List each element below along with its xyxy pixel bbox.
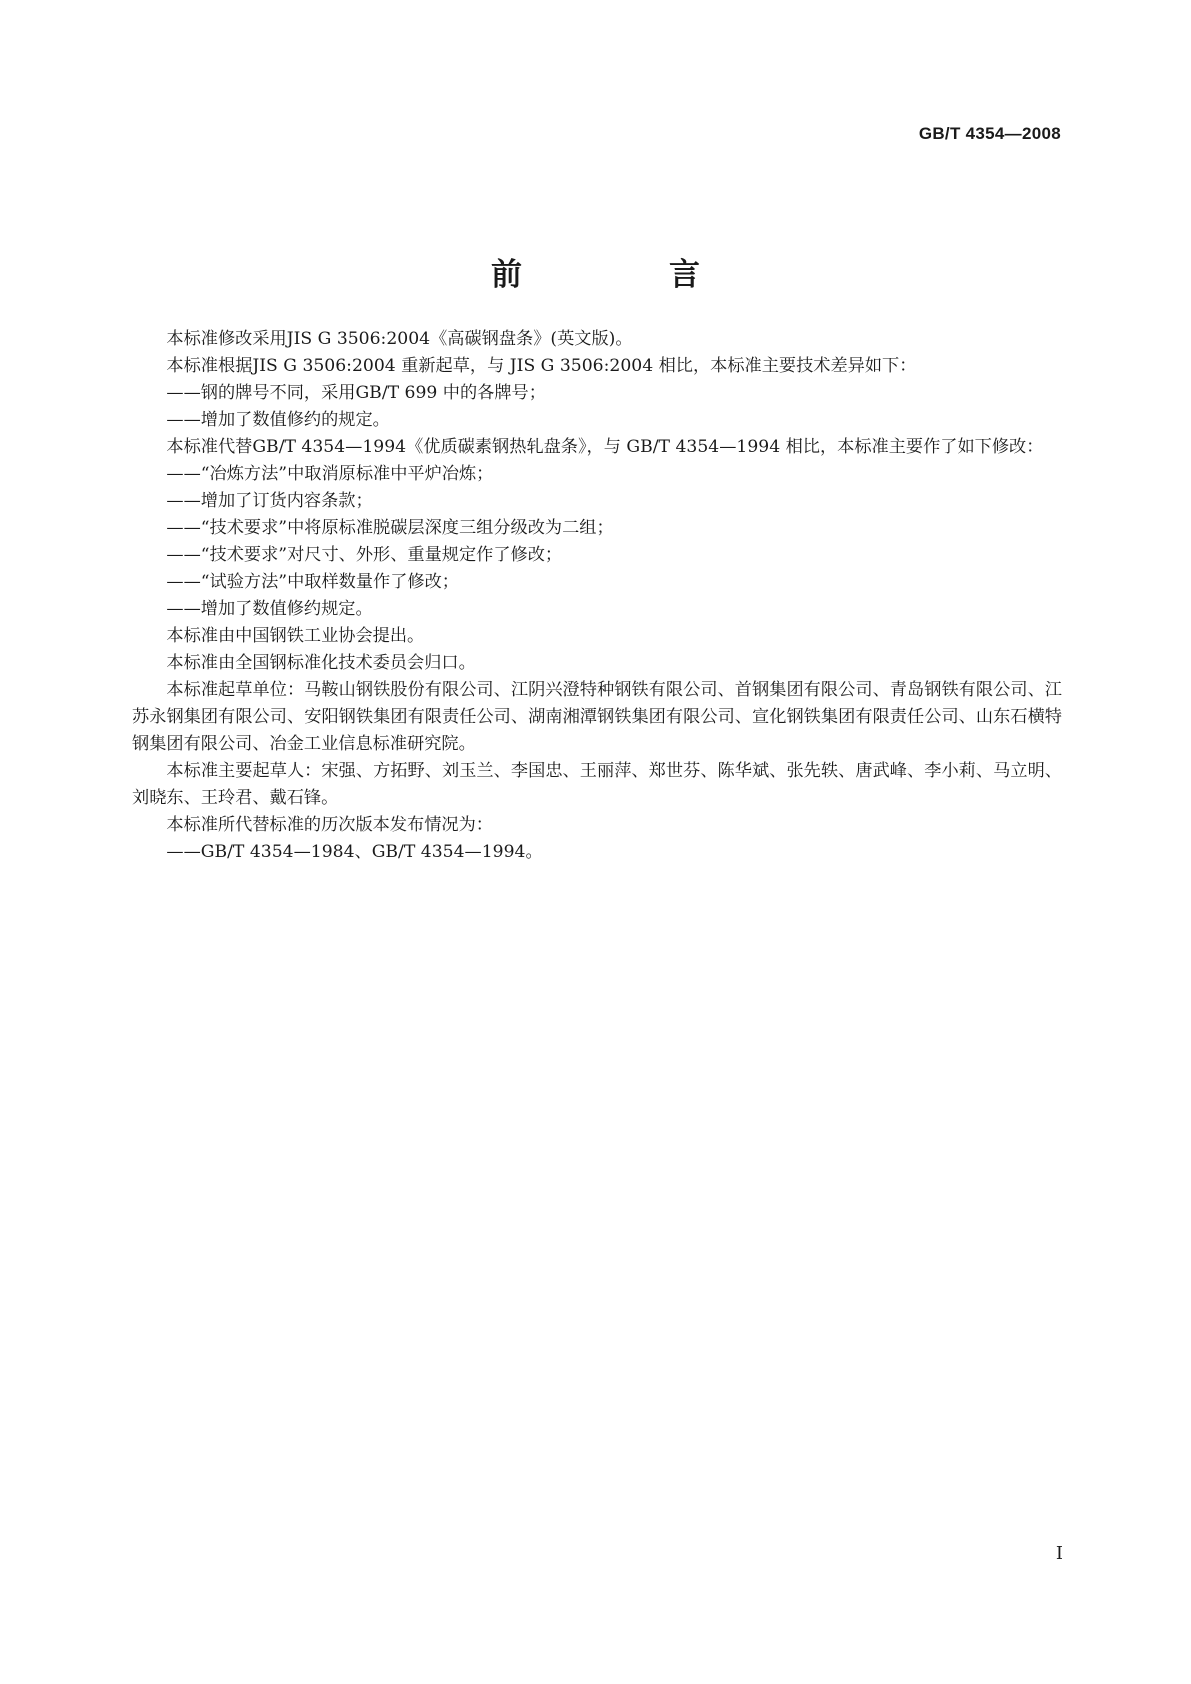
dash-list-item: ——增加了数值修约的规定。 — [166, 410, 390, 430]
standard-code: GB/T 4354—2008 — [918, 124, 1061, 143]
paragraph: 本标准由全国钢标准化技术委员会归口。 — [166, 653, 476, 673]
paragraph: 本标准根据JIS G 3506:2004 重新起草，与 JIS G 3506:2004 相比，本标准主要技术差异如下： — [166, 356, 917, 376]
dash-list-item: ——“冶炼方法”中取消原标准中平炉冶炼； — [166, 464, 494, 484]
dash-list-item: ——“技术要求”中将原标准脱碳层深度三组分级改为二组； — [166, 518, 614, 538]
dash-list-item: ——增加了订货内容条款； — [166, 491, 373, 511]
dash-list-item: ——GB/T 4354—1984、GB/T 4354—1994。 — [166, 842, 543, 862]
foreword-body — [132, 326, 1062, 866]
dash-list-item: ——钢的牌号不同，采用GB/T 699 中的各牌号； — [166, 383, 546, 403]
paragraph: 本标准代替GB/T 4354—1994《优质碳素钢热轧盘条》，与 GB/T 4354—1994 相比，本标准主要作了如下修改： — [166, 437, 1044, 457]
dash-list-item: ——“技术要求”对尺寸、外形、重量规定作了修改； — [166, 545, 563, 565]
paragraph: 本标准所代替标准的历次版本发布情况为： — [166, 815, 493, 835]
paragraph: 本标准由中国钢铁工业协会提出。 — [166, 626, 425, 646]
page-title: 前 言 — [491, 256, 758, 293]
page-number: I — [1055, 1543, 1063, 1564]
dash-list-item: ——“试验方法”中取样数量作了修改； — [166, 572, 459, 592]
paragraph: 本标准起草单位：马鞍山钢铁股份有限公司、江阴兴澄特种钢铁有限公司、首钢集团有限公司、青岛钢铁有限公司、江苏永钢集团有限公司、安阳钢铁集团有限责任公司、湖南湘潭钢铁集团有限公司、宣化钢铁集团有限责任公司、山东石横特钢集团有限公司、冶金工业信息标准研究院。 — [132, 680, 1062, 754]
paragraph: 本标准主要起草人：宋强、方拓野、刘玉兰、李国忠、王丽萍、郑世芬、陈华斌、张先轶、唐武峰、李小莉、马立明、刘晓东、王玲君、戴石锋。 — [132, 761, 1062, 808]
paragraph: 本标准修改采用JIS G 3506:2004《高碳钢盘条》(英文版)。 — [166, 329, 633, 349]
dash-list-item: ——增加了数值修约规定。 — [166, 599, 373, 619]
